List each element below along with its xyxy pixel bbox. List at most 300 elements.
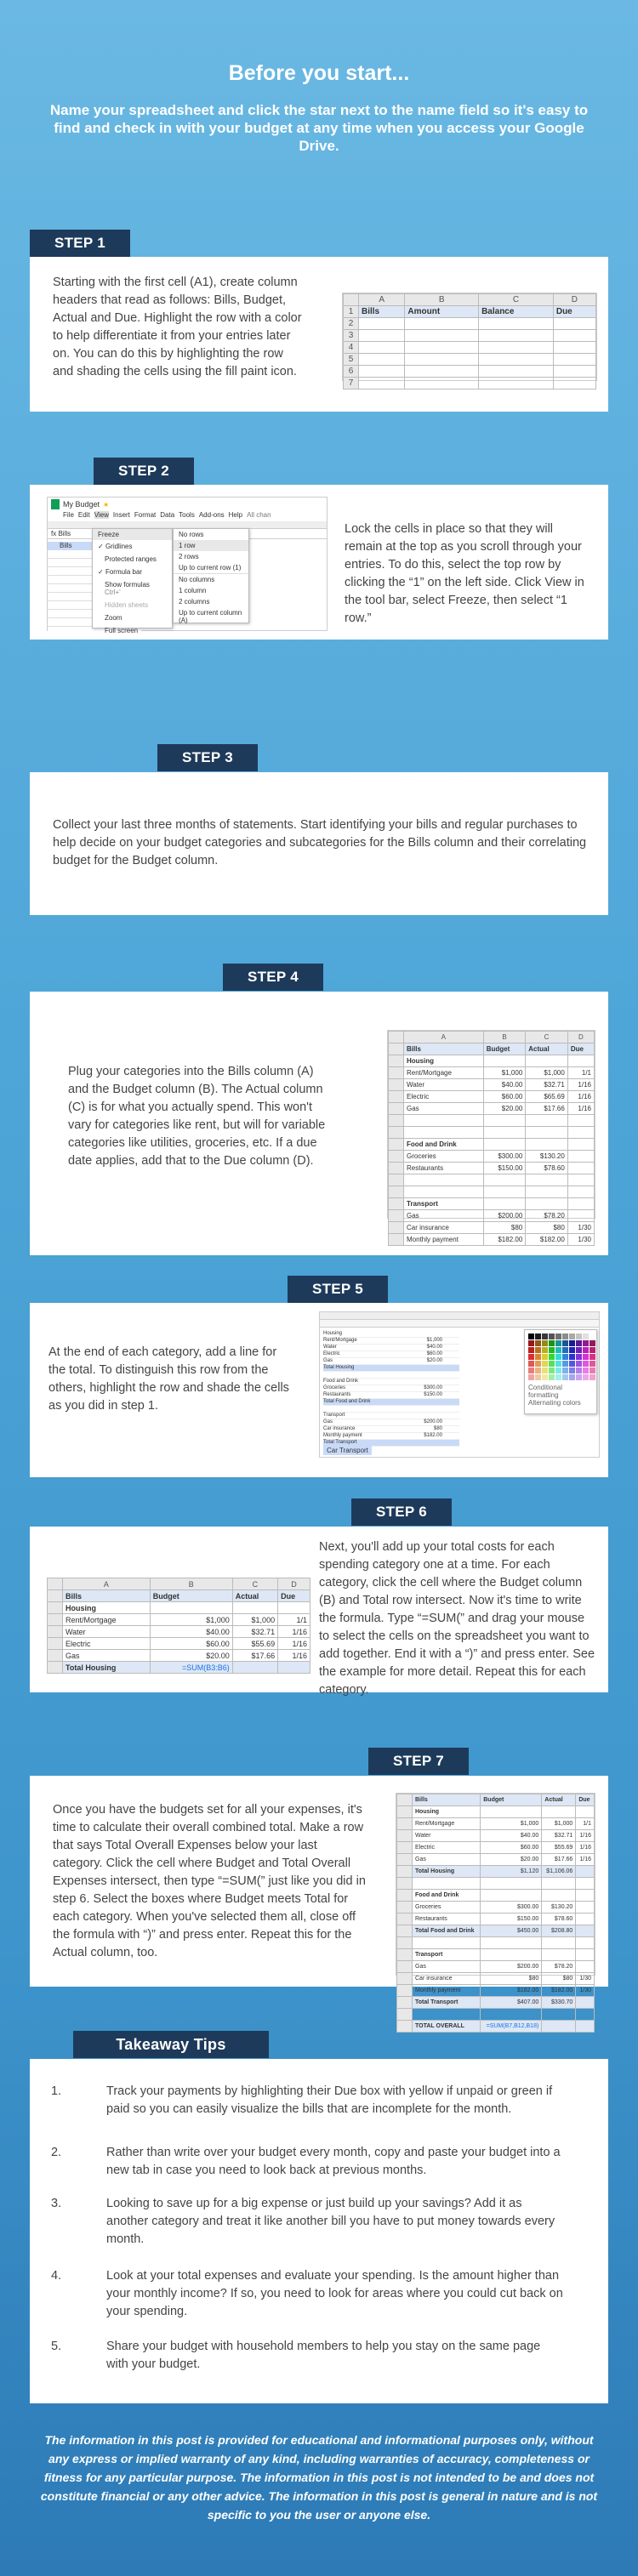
- table-cell: $40.00: [150, 1626, 232, 1638]
- table-row: [397, 1961, 595, 1973]
- table-cell: [404, 1174, 484, 1186]
- table-cell: $78.20: [542, 1961, 576, 1973]
- table-cell: $60.00: [481, 1842, 542, 1854]
- table-cell: Car insurance: [404, 1222, 484, 1234]
- table-cell: [232, 1602, 277, 1614]
- table-cell: $150.00: [481, 1914, 542, 1925]
- table-row: Housing: [323, 1331, 459, 1338]
- color-swatch[interactable]: [576, 1361, 582, 1367]
- table-cell: [567, 1210, 594, 1222]
- table-cell: Housing: [404, 1055, 484, 1067]
- table-row: [397, 2021, 595, 2033]
- step-4-card: [30, 992, 608, 1255]
- table-cell: 1/16: [576, 1854, 595, 1866]
- table-cell: [576, 1866, 595, 1878]
- table-cell: 1/16: [278, 1626, 310, 1638]
- step-2-tab: STEP 2: [94, 458, 194, 485]
- table-cell: Water: [63, 1626, 151, 1638]
- table-cell: [526, 1115, 568, 1127]
- table-row: Transport: [323, 1413, 459, 1419]
- table-cell: $80: [481, 1973, 542, 1985]
- table-cell: [278, 1662, 310, 1674]
- table-cell: Food and Drink: [404, 1139, 484, 1151]
- color-swatch[interactable]: [569, 1347, 575, 1353]
- step-5-card: [30, 1303, 608, 1477]
- table-cell: [542, 2021, 576, 2033]
- color-swatch[interactable]: [528, 1333, 534, 1339]
- sheet-1-table: A B C D 1 Bills Amount Balance Due 2 3 4 5 6 7: [343, 293, 596, 390]
- table-row: [397, 1925, 595, 1937]
- table-cell: [567, 1127, 594, 1139]
- color-swatch[interactable]: [576, 1374, 582, 1380]
- page-title: Before you start...: [228, 61, 410, 85]
- table-row: [389, 1103, 595, 1115]
- color-swatch[interactable]: [569, 1333, 575, 1339]
- table-cell: 1/16: [278, 1650, 310, 1662]
- color-swatch[interactable]: [528, 1340, 534, 1346]
- table-cell: Gas: [63, 1650, 151, 1662]
- table-cell: [526, 1174, 568, 1186]
- table-cell: [483, 1174, 526, 1186]
- table-row: [397, 1997, 595, 2009]
- table-row: [397, 1866, 595, 1878]
- step-7-text: Once you have the budgets set for all your expenses, it's time to calculate their overall combined total. Make a row that says Total Overall Expenses below your last category. Click the cell where Budget and Total Overall Expenses intersect, then type “=SUM(” just like you did in step 6. Select the boxes where Budget meets Total for each category. When you've selected them all, close off the formula with “)” and press enter. Repeat this for the Actual column, too.: [53, 1803, 366, 1959]
- table-cell: 1/30: [576, 1973, 595, 1985]
- table-row: [397, 1949, 595, 1961]
- table-cell: Restaurants: [413, 1914, 481, 1925]
- table-cell: $78.60: [526, 1163, 568, 1174]
- color-swatch[interactable]: [576, 1347, 582, 1353]
- color-swatch[interactable]: [555, 1361, 561, 1367]
- table-cell: $1,120: [481, 1866, 542, 1878]
- table-cell: Housing: [63, 1602, 151, 1614]
- table-cell: $208.80: [542, 1925, 576, 1937]
- column-header: Due: [278, 1590, 310, 1602]
- table-row: [397, 1914, 595, 1925]
- table-cell: $1,000: [481, 1818, 542, 1830]
- table-cell: $55.69: [232, 1638, 277, 1650]
- color-swatch[interactable]: [555, 1340, 561, 1346]
- column-header: Budget: [483, 1043, 526, 1055]
- color-swatch[interactable]: [590, 1347, 595, 1353]
- table-cell: [576, 1902, 595, 1914]
- color-swatch[interactable]: [549, 1368, 555, 1373]
- table-cell: $20.00: [483, 1103, 526, 1115]
- table-row: [397, 1854, 595, 1866]
- table-cell: Gas: [404, 1103, 484, 1115]
- table-cell: Monthly payment: [413, 1985, 481, 1997]
- color-swatch[interactable]: [576, 1354, 582, 1360]
- table-cell: Electric: [63, 1638, 151, 1650]
- color-swatch[interactable]: [542, 1333, 548, 1339]
- color-swatch[interactable]: [562, 1354, 568, 1360]
- color-palette: Conditional formatting Alternating colors: [524, 1329, 597, 1414]
- color-swatch[interactable]: [528, 1368, 534, 1373]
- color-swatch[interactable]: [535, 1368, 541, 1373]
- table-cell: Total Food and Drink: [413, 1925, 481, 1937]
- table-cell: Gas: [413, 1961, 481, 1973]
- table-cell: 1/16: [576, 1842, 595, 1854]
- table-cell: Groceries: [404, 1151, 484, 1163]
- table-row: [323, 1406, 459, 1413]
- table-cell: [576, 1997, 595, 2009]
- table-cell: $80: [483, 1222, 526, 1234]
- sheet-1-image: [342, 293, 597, 388]
- color-swatch[interactable]: [569, 1340, 575, 1346]
- color-swatch[interactable]: [562, 1368, 568, 1373]
- table-row: [389, 1222, 595, 1234]
- table-cell: [576, 1925, 595, 1937]
- table-cell: [567, 1151, 594, 1163]
- table-cell: $1,000: [526, 1067, 568, 1079]
- table-row: [397, 1818, 595, 1830]
- table-row: [389, 1091, 595, 1103]
- step-6-text: Next, you'll add up your total costs for each spending category one at a time. For each category, click the cell where the Budget column (B) and Total row intersect. Now it's time to write the formula. Type “=SUM(” and drag your mouse to select the cells on the spreadsheet you want to add together. End it with a “)” and press enter. See the example for more detail. Repeat this for each category.: [319, 1540, 595, 1697]
- header: [0, 61, 638, 155]
- color-swatch[interactable]: [528, 1374, 534, 1380]
- table-cell: $65.69: [526, 1091, 568, 1103]
- table-cell: [481, 1878, 542, 1890]
- table-row: [389, 1055, 595, 1067]
- table-cell: =SUM(B7,B12,B18): [481, 2021, 542, 2033]
- sheet-2-image: My Budget ★ File Edit View Insert Format Data Tools Add-ons Help All chan fx Bills Bills Freeze ✓ Gridlines Protected ranges ✓ Formula bar Show formulas Ctrl+' Hidden sheets Zoom Full screen No rows 1 row 2 rows Up to current row (1) No columns 1 column 2 columns Up to current column (A): [47, 497, 328, 631]
- table-cell: Electric: [413, 1842, 481, 1854]
- step-3-card: [30, 772, 608, 915]
- table-cell: $78.60: [542, 1914, 576, 1925]
- table-cell: $32.71: [542, 1830, 576, 1842]
- table-cell: [483, 1115, 526, 1127]
- table-row: Restaurants $150.00: [323, 1392, 459, 1399]
- table-row: Gas $20.00: [323, 1358, 459, 1365]
- color-swatch[interactable]: [590, 1361, 595, 1367]
- table-cell: $182.00: [542, 1985, 576, 1997]
- table-cell: [567, 1174, 594, 1186]
- table-cell: [481, 2009, 542, 2021]
- table-cell: $1,106.06: [542, 1866, 576, 1878]
- table-row: [397, 1902, 595, 1914]
- sheet-6-table: A B C D Bills Budget Actual Due Housing Rent/Mortgage $1,000 $1,000 1/1 Water $40.00 $32.71 1/16 Electric $60.00 $55.69 1/16 Gas $20.00 $17.66 1/16 Total Housing =SUM(B3:B6): [47, 1578, 310, 1674]
- color-swatch[interactable]: [583, 1333, 589, 1339]
- table-row: [389, 1067, 595, 1079]
- step-2-card: [30, 485, 608, 640]
- table-cell: [483, 1186, 526, 1198]
- color-swatch[interactable]: [542, 1368, 548, 1373]
- color-swatch[interactable]: [590, 1333, 595, 1339]
- table-cell: [483, 1198, 526, 1210]
- takeaway-card: 1. Track your payments by highlighting their Due box with yellow if unpaid or green if paid so you can easily visualize the bills that are incomplete for the month. 2. Rather than write over your budget every month, copy and paste your budget into a new tab in case you need to look back at previous months. 3. Looking to save up for a big expense or just build up your savings? Add it as another category and treat it like another bill you have to put money towards every month. 4. Look at your total expenses and evaluate your spending. Is the amount higher than your monthly income? If so, you need to look for areas where you could cut back on your spending. 5. Share your budget with household members to help you stay on the same page with your budget.: [30, 2059, 608, 2403]
- column-header: Due: [567, 1043, 594, 1055]
- table-cell: $32.71: [232, 1626, 277, 1638]
- table-cell: =SUM(B3:B6): [150, 1662, 232, 1674]
- table-cell: [542, 1890, 576, 1902]
- table-cell: $1,000: [542, 1818, 576, 1830]
- table-cell: $60.00: [150, 1638, 232, 1650]
- color-swatch[interactable]: [528, 1347, 534, 1353]
- table-cell: [567, 1198, 594, 1210]
- color-swatch[interactable]: [528, 1361, 534, 1367]
- table-cell: [404, 1186, 484, 1198]
- table-cell: 1/1: [278, 1614, 310, 1626]
- color-swatch[interactable]: [542, 1361, 548, 1367]
- color-swatch[interactable]: [590, 1368, 595, 1373]
- table-cell: Gas: [413, 1854, 481, 1866]
- table-row: Total Housing: [323, 1365, 459, 1372]
- table-cell: 1/16: [567, 1079, 594, 1091]
- color-swatch[interactable]: [569, 1374, 575, 1380]
- table-cell: [542, 2009, 576, 2021]
- table-row: [389, 1151, 595, 1163]
- sheet-6-image: [47, 1578, 310, 1672]
- color-swatch[interactable]: [535, 1361, 541, 1367]
- table-cell: Monthly payment: [404, 1234, 484, 1246]
- color-swatch[interactable]: [569, 1354, 575, 1360]
- table-cell: Electric: [404, 1091, 484, 1103]
- table-row: [389, 1127, 595, 1139]
- color-swatch[interactable]: [590, 1354, 595, 1360]
- color-swatch[interactable]: [542, 1340, 548, 1346]
- table-row: [389, 1163, 595, 1174]
- table-cell: Rent/Mortgage: [413, 1818, 481, 1830]
- table-cell: [526, 1139, 568, 1151]
- step-7-card: [30, 1776, 608, 2029]
- table-cell: $150.00: [483, 1163, 526, 1174]
- table-row: [48, 1602, 310, 1614]
- color-swatch[interactable]: [583, 1361, 589, 1367]
- color-swatch[interactable]: [583, 1354, 589, 1360]
- column-header: Budget: [150, 1590, 232, 1602]
- table-row: Total Transport: [323, 1440, 459, 1447]
- step-4-tab: STEP 4: [223, 964, 323, 991]
- step-3-text: Collect your last three months of statements. Start identifying your bills and regular purchases to help decide on your budget categories and subcategories for the Bills column and their correlating budget for the Budget column.: [53, 818, 587, 867]
- table-cell: Food and Drink: [413, 1890, 481, 1902]
- table-cell: [483, 1127, 526, 1139]
- table-cell: [576, 1890, 595, 1902]
- column-header: Bills: [404, 1043, 484, 1055]
- table-row: [397, 1878, 595, 1890]
- table-cell: [150, 1602, 232, 1614]
- step-7-tab: STEP 7: [368, 1748, 469, 1775]
- table-cell: $407.00: [481, 1997, 542, 2009]
- table-row: Rent/Mortgage $1,000: [323, 1338, 459, 1345]
- table-row: Food and Drink: [323, 1379, 459, 1385]
- table-row: [389, 1186, 595, 1198]
- table-cell: 1/30: [576, 1985, 595, 1997]
- table-cell: Water: [413, 1830, 481, 1842]
- sheet-4-table: A B C D Bills Budget Actual Due Housing Rent/Mortgage $1,000 $1,000 1/1 Water $40.00 $32.71 1/16 Electric $60.00 $65.69 1/16 Gas $20.00 $17.66 1/16 Food and Drink Groceries $300.00 $130.20 Restaurants $150.00 $78.60 Transport Gas $200.00 $78.20 Car insurance $80 $80 1/30 Monthly payment $182.00 $182.00 1/30: [388, 1031, 595, 1246]
- table-row: Car insurance $80: [323, 1426, 459, 1433]
- table-cell: [232, 1662, 277, 1674]
- sheet-7-table: [396, 1794, 595, 2033]
- table-cell: Transport: [404, 1198, 484, 1210]
- table-cell: $300.00: [483, 1151, 526, 1163]
- view-menu: Freeze ✓ Gridlines Protected ranges ✓ Formula bar Show formulas Ctrl+' Hidden sheets Zoom Full screen: [92, 528, 173, 628]
- table-row: Groceries $300.00: [323, 1385, 459, 1392]
- color-swatch[interactable]: [576, 1340, 582, 1346]
- table-row: [397, 1830, 595, 1842]
- table-row: [397, 1973, 595, 1985]
- table-cell: [526, 1055, 568, 1067]
- color-swatch[interactable]: [549, 1333, 555, 1339]
- color-swatch[interactable]: [542, 1347, 548, 1353]
- table-cell: [413, 2009, 481, 2021]
- table-row: Water $40.00: [323, 1345, 459, 1351]
- color-swatch[interactable]: [549, 1347, 555, 1353]
- page-subtitle: Name your spreadsheet and click the star next to the name field so it's easy to find and check in with your budget at any time when you access your Google Drive.: [49, 102, 589, 154]
- color-swatch[interactable]: [549, 1354, 555, 1360]
- color-swatch[interactable]: [535, 1347, 541, 1353]
- color-swatch[interactable]: [583, 1368, 589, 1373]
- column-header: Due: [576, 1794, 595, 1806]
- table-cell: [567, 1186, 594, 1198]
- table-cell: [576, 1949, 595, 1961]
- step-4-text: Plug your categories into the Bills column (A) and the Budget column (B). The Actual column (C) is for what you actually spend. This won't vary for categories like rent, but will for variable categories like utilities, groceries, etc. If a due date applies, add that to the Due column (D).: [68, 1065, 326, 1168]
- table-cell: $17.66: [232, 1650, 277, 1662]
- table-cell: $182.00: [483, 1234, 526, 1246]
- table-cell: Total Transport: [413, 1997, 481, 2009]
- table-cell: 1/30: [567, 1234, 594, 1246]
- color-swatch[interactable]: [590, 1340, 595, 1346]
- table-cell: Total Housing: [413, 1866, 481, 1878]
- color-swatch[interactable]: [576, 1333, 582, 1339]
- table-cell: [567, 1115, 594, 1127]
- table-row: [48, 1614, 310, 1626]
- table-cell: [576, 1806, 595, 1818]
- color-swatch[interactable]: [555, 1374, 561, 1380]
- color-swatch[interactable]: [555, 1333, 561, 1339]
- table-cell: Total Housing: [63, 1662, 151, 1674]
- table-cell: [576, 1937, 595, 1949]
- step-6-card: [30, 1527, 608, 1697]
- table-cell: Rent/Mortgage: [404, 1067, 484, 1079]
- table-row: Total Food and Drink: [323, 1399, 459, 1406]
- table-row: [397, 1842, 595, 1854]
- table-cell: [567, 1163, 594, 1174]
- table-cell: $80: [542, 1973, 576, 1985]
- table-row: [389, 1139, 595, 1151]
- step-1-tab: STEP 1: [30, 230, 130, 257]
- color-swatch[interactable]: [583, 1347, 589, 1353]
- table-cell: [483, 1055, 526, 1067]
- table-row: Electric $60.00: [323, 1351, 459, 1358]
- table-cell: [413, 1878, 481, 1890]
- table-cell: $130.20: [526, 1151, 568, 1163]
- table-cell: Gas: [404, 1210, 484, 1222]
- table-cell: $450.00: [481, 1925, 542, 1937]
- table-row: [48, 1650, 310, 1662]
- table-cell: Restaurants: [404, 1163, 484, 1174]
- table-cell: 1/30: [567, 1222, 594, 1234]
- color-swatch[interactable]: [535, 1354, 541, 1360]
- color-swatch[interactable]: [562, 1361, 568, 1367]
- step-1-text: Starting with the first cell (A1), create column headers that read as follows: Bills, Budget, Actual and Due. Highlight the row with a color to help differentiate it from your entries later on. You can do this by highlighting the row and shading the cells using the fill paint icon.: [53, 276, 302, 378]
- table-cell: $17.66: [526, 1103, 568, 1115]
- takeaway-tab: Takeaway Tips: [73, 2031, 269, 2058]
- table-cell: $300.00: [481, 1902, 542, 1914]
- color-swatch[interactable]: [535, 1374, 541, 1380]
- table-row: [48, 1626, 310, 1638]
- column-header: Bills: [413, 1794, 481, 1806]
- color-swatch[interactable]: [569, 1361, 575, 1367]
- table-cell: [481, 1890, 542, 1902]
- table-cell: $55.69: [542, 1842, 576, 1854]
- table-cell: Groceries: [413, 1902, 481, 1914]
- color-swatch[interactable]: [576, 1368, 582, 1373]
- table-cell: Housing: [413, 1806, 481, 1818]
- table-cell: TOTAL OVERALL: [413, 2021, 481, 2033]
- table-row: [389, 1234, 595, 1246]
- table-row: [389, 1174, 595, 1186]
- table-cell: $60.00: [483, 1091, 526, 1103]
- color-swatch[interactable]: [549, 1361, 555, 1367]
- table-cell: [404, 1127, 484, 1139]
- table-row: [397, 1890, 595, 1902]
- table-row: [389, 1198, 595, 1210]
- color-swatch[interactable]: [562, 1347, 568, 1353]
- step-2-text: Lock the cells in place so that they will remain at the top as you scroll through your entries. To do this, select the top row by clicking the “1” on the left side. Click View in the tool bar, select Freeze, then select “1 row.”: [345, 522, 584, 625]
- table-cell: $20.00: [150, 1650, 232, 1662]
- table-cell: $200.00: [483, 1210, 526, 1222]
- color-swatch[interactable]: [555, 1354, 561, 1360]
- color-swatch[interactable]: [562, 1333, 568, 1339]
- color-swatch[interactable]: [535, 1340, 541, 1346]
- color-swatch[interactable]: [528, 1354, 534, 1360]
- table-cell: [404, 1115, 484, 1127]
- table-row: [389, 1210, 595, 1222]
- step-3-tab: STEP 3: [157, 744, 258, 771]
- table-cell: $130.20: [542, 1902, 576, 1914]
- table-cell: [542, 1937, 576, 1949]
- table-cell: [526, 1127, 568, 1139]
- table-cell: [576, 1878, 595, 1890]
- table-cell: [542, 1806, 576, 1818]
- color-swatch[interactable]: [590, 1374, 595, 1380]
- table-cell: Rent/Mortgage: [63, 1614, 151, 1626]
- color-swatch[interactable]: [583, 1340, 589, 1346]
- table-row: [397, 2009, 595, 2021]
- color-swatch[interactable]: [535, 1333, 541, 1339]
- column-header: Budget: [481, 1794, 542, 1806]
- color-swatch[interactable]: [555, 1347, 561, 1353]
- step-6-tab: STEP 6: [351, 1498, 452, 1526]
- sheet-5-image: Housing Rent/Mortgage $1,000 Water $40.00 Electric $60.00 Gas $20.00 Total Housing Food and Drink Groceries $300.00 Restaurants $150.00 Total Food and Drink Transport Gas $200.00 Car insurance $80 Monthly payment $182.00 Total Transport Conditional formatting Alternating colors Car Transport: [319, 1311, 600, 1458]
- step-5-text: At the end of each category, add a line for the total. To distinguish this row from the others, highlight the row and shade the cells as you did in step 1.: [48, 1345, 289, 1413]
- step-1-card: [30, 257, 608, 412]
- table-cell: $200.00: [481, 1961, 542, 1973]
- table-cell: [542, 1878, 576, 1890]
- color-swatch[interactable]: [583, 1374, 589, 1380]
- color-swatch[interactable]: [549, 1374, 555, 1380]
- table-cell: $78.20: [526, 1210, 568, 1222]
- table-cell: $182.00: [526, 1234, 568, 1246]
- color-swatch[interactable]: [549, 1340, 555, 1346]
- table-cell: [567, 1139, 594, 1151]
- table-cell: 1/16: [576, 1830, 595, 1842]
- color-swatch[interactable]: [562, 1374, 568, 1380]
- table-cell: [481, 1806, 542, 1818]
- color-swatch[interactable]: [555, 1368, 561, 1373]
- table-cell: 1/16: [278, 1638, 310, 1650]
- color-swatch[interactable]: [542, 1374, 548, 1380]
- table-row: [48, 1638, 310, 1650]
- color-swatch[interactable]: [562, 1340, 568, 1346]
- table-row: [397, 1985, 595, 1997]
- color-swatch[interactable]: [542, 1354, 548, 1360]
- color-swatch[interactable]: [569, 1368, 575, 1373]
- table-cell: [542, 1949, 576, 1961]
- table-row: [397, 1937, 595, 1949]
- table-cell: Car insurance: [413, 1973, 481, 1985]
- table-cell: [567, 1055, 594, 1067]
